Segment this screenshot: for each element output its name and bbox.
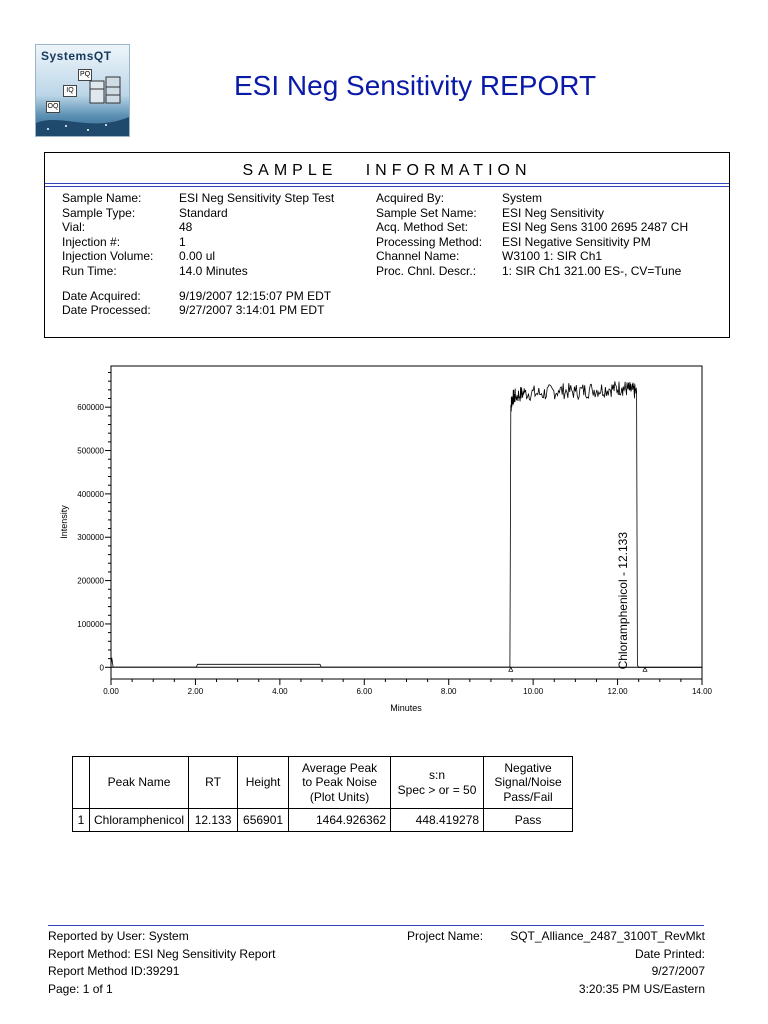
peak-results-table [72,756,573,832]
date-printed-value: 9/27/2007 [651,964,705,978]
heading-rule [45,183,729,184]
sample-type-value: Standard [179,205,228,220]
field-label: Acq. Method Set: [376,220,469,235]
peak-end-marker [643,667,647,671]
y-tick-label: 300000 [77,533,104,543]
project-name-label: Project Name: [407,929,484,943]
footer-rule [48,925,704,926]
right-field-labels [376,191,482,279]
column-header: Height [238,757,289,809]
right-field-values [502,191,688,279]
pass-fail-cell: Pass [484,809,573,832]
y-tick-label: 600000 [77,403,104,413]
x-tick-label: 6.00 [356,687,373,696]
left-field-labels [62,191,153,318]
series-layer [111,381,702,671]
heading-rule [45,186,729,187]
logo-instrument-icon [86,73,126,113]
peak-name-cell: Chloramphenicol [90,809,189,832]
y-axis-label: Intensity [59,505,69,539]
logo-text: SystemsQT [41,49,112,63]
height-cell: 656901 [238,809,289,832]
left-field-values [179,191,334,318]
y-tick-label: 500000 [77,446,104,456]
footer-right [510,928,705,998]
sample-set-name-value: ESI Neg Sensitivity [502,205,605,220]
peak-annotation: Chloramphenicol - 12.133 [616,532,631,670]
footer-left [48,928,275,998]
field-label: Processing Method: [376,234,483,249]
field-label: Sample Type: [62,205,136,220]
logo-tile-oq: OQ [46,101,60,113]
logo-swoosh-icon [36,111,129,136]
date-acquired-value: 9/19/2007 12:15:07 PM EDT [179,288,332,303]
date-processed-value: 9/27/2007 3:14:01 PM EDT [179,303,325,318]
reported-by-user: Reported by User: System [48,929,189,943]
acq-method-set-value: ESI Neg Sens 3100 2695 2487 CH [502,220,689,235]
report-method-id: Report Method ID:39291 [48,964,180,978]
field-label: Vial: [62,220,86,235]
field-label: Date Acquired: [62,288,141,303]
column-header: Average Peak to Peak Noise (Plot Units) [289,757,391,809]
report-method: Report Method: ESI Neg Sensitivity Report [48,946,276,961]
field-label: Run Time: [62,263,117,278]
column-header: Negative Signal/Noise Pass/Fail [484,757,573,809]
field-label: Injection Volume: [62,249,154,264]
logo-tile-iq: IQ [63,85,77,97]
x-tick-label: 4.00 [272,687,288,696]
field-label: Sample Name: [62,191,142,205]
sample-name-value: ESI Neg Sensitivity Step Test [179,191,335,205]
chromatogram-chart [56,362,726,722]
row-index: 1 [73,809,90,832]
column-header: Peak Name [90,757,189,809]
series-line [111,381,702,667]
column-header: RT [189,757,238,809]
field-label: Date Processed: [62,303,151,318]
rt-cell: 12.133 [189,809,238,832]
peak-start-marker [509,667,513,671]
x-tick-label: 0.00 [103,687,119,696]
x-tick-label: 14.00 [691,687,713,696]
field-label: Injection #: [62,234,121,249]
field-label: Proc. Chnl. Descr.: [376,263,477,278]
y-tick-label: 200000 [77,576,104,586]
x-tick-label: 12.00 [607,687,628,696]
vial-value: 48 [179,220,193,235]
run-time-value: 14.0 Minutes [179,263,248,278]
project-name-value: SQT_Alliance_2487_3100T_RevMkt [510,929,705,943]
x-tick-label: 8.00 [440,687,457,696]
channel-name-value: W3100 1: SIR Ch1 [502,249,603,264]
field-label: Sample Set Name: [376,205,477,220]
x-axis-label: Minutes [390,703,422,713]
column-header: s:n Spec > or = 50 [391,757,484,809]
x-axis [103,679,712,696]
time-printed-value: 3:20:35 PM US/Eastern [578,981,705,996]
report-title: ESI Neg Sensitivity REPORT [234,70,597,101]
injection-volume-value: 0.00 ul [179,249,216,264]
processing-method-value: ESI Negative Sensitivity PM [502,234,651,249]
y-tick-label: 0 [99,663,104,673]
acquired-by-value: System [502,191,543,205]
x-tick-label: 10.00 [523,687,544,696]
table-row [73,809,573,832]
plot-area [111,366,702,679]
x-tick-label: 2.00 [187,687,204,696]
page-number: Page: 1 of 1 [48,981,113,996]
date-printed-label: Date Printed: [634,946,705,961]
logo-tile-pq: PQ [78,69,92,81]
y-tick-label: 100000 [77,619,104,629]
injection-number-value: 1 [179,234,186,249]
y-tick-label: 400000 [77,489,104,499]
proc-chnl-descr-value: 1: SIR Ch1 321.00 ES-, CV=Tune [502,263,682,278]
y-axis [77,373,111,673]
sn-cell: 448.419278 [391,809,484,832]
field-label: Channel Name: [376,249,460,264]
table-header-row [73,757,573,809]
sample-information-heading: SAMPLE INFORMATION [242,162,532,179]
noise-cell: 1464.926362 [289,809,391,832]
sample-information-panel [44,152,730,338]
column-header [73,757,90,809]
field-label: Acquired By: [376,191,445,205]
systemsqt-logo [35,44,130,137]
